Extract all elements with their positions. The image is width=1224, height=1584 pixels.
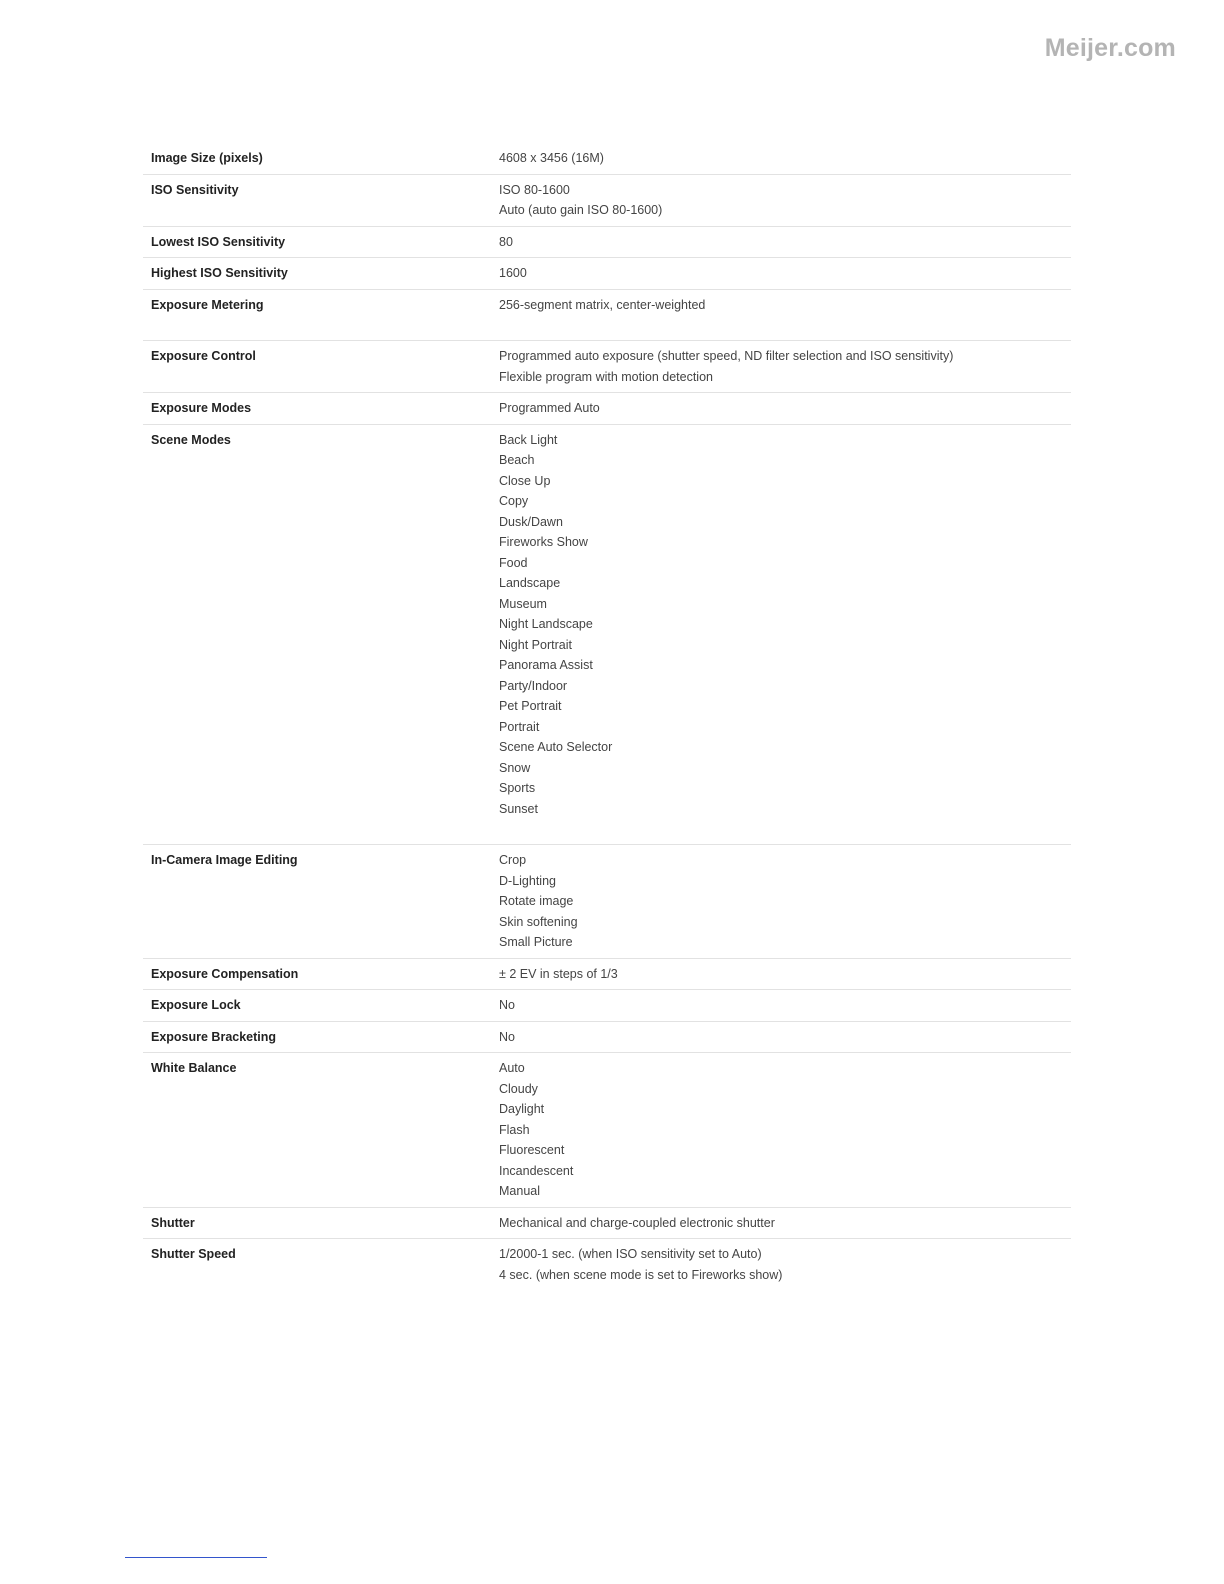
spec-row — [143, 393, 1071, 425]
spec-row — [143, 425, 1071, 846]
spec-label: Exposure Modes — [151, 401, 252, 415]
spec-label: Highest ISO Sensitivity — [151, 266, 288, 280]
spec-values — [499, 1058, 1071, 1202]
spec-value: 256-segment matrix, center-weighted — [499, 297, 706, 312]
spec-value: Small Picture — [499, 935, 573, 949]
spec-value: Back Light — [499, 432, 558, 447]
spec-label: Exposure Lock — [151, 998, 241, 1012]
spec-value: Programmed auto exposure (shutter speed, ND filter selection and ISO sensitivity) — [499, 349, 954, 363]
spec-values — [499, 1244, 1071, 1285]
spec-value: Auto (auto gain ISO 80-1600) — [499, 203, 663, 217]
spec-value: Incandescent — [499, 1163, 574, 1178]
spec-label: Exposure Bracketing — [151, 1029, 277, 1044]
spec-label: Exposure Metering — [151, 297, 264, 312]
spec-value: Snow — [499, 760, 531, 775]
spec-label: White Balance — [151, 1061, 237, 1075]
spec-table — [143, 143, 1071, 1290]
spec-label: Shutter Speed — [151, 1247, 236, 1261]
brand-logo: Meijer.com — [1044, 34, 1176, 62]
spec-value: 1600 — [499, 266, 527, 280]
spec-value: Flexible program with motion detection — [499, 369, 713, 384]
spec-label: Shutter — [151, 1215, 195, 1230]
spec-values — [499, 1213, 1071, 1234]
spec-values — [499, 180, 1071, 221]
spec-value: D-Lighting — [499, 873, 556, 888]
spec-row — [143, 1239, 1071, 1290]
spec-values — [499, 346, 1071, 387]
spec-value: 1/2000-1 sec. (when ISO sensitivity set to Auto) — [499, 1247, 762, 1261]
spec-label: In-Camera Image Editing — [151, 853, 298, 867]
spec-value: Party/Indoor — [499, 678, 568, 693]
footer-link-line[interactable] — [125, 1557, 267, 1558]
spec-value: Panorama Assist — [499, 658, 593, 672]
spec-value: Auto — [499, 1061, 525, 1075]
spec-value: Dusk/Dawn — [499, 514, 563, 529]
spec-value: No — [499, 1029, 515, 1044]
spec-value: Museum — [499, 596, 547, 611]
spec-value: Copy — [499, 494, 529, 508]
spec-row — [143, 258, 1071, 290]
spec-value: Pet Portrait — [499, 699, 562, 713]
spec-value: ISO 80-1600 — [499, 182, 570, 197]
spec-value: Food — [499, 555, 528, 570]
spec-value: Night Landscape — [499, 617, 593, 631]
spec-value: 80 — [499, 234, 513, 249]
spec-values — [499, 295, 1071, 316]
spec-label: ISO Sensitivity — [151, 182, 239, 197]
spec-value: Beach — [499, 453, 535, 467]
spec-value: Portrait — [499, 719, 540, 734]
spec-value: Crop — [499, 853, 527, 867]
spec-values — [499, 995, 1071, 1016]
spec-value: Fluorescent — [499, 1143, 565, 1157]
spec-row — [143, 1208, 1071, 1240]
spec-value: Daylight — [499, 1102, 545, 1116]
spec-value: Night Portrait — [499, 637, 572, 652]
spec-value: Skin softening — [499, 914, 578, 929]
spec-value: Manual — [499, 1184, 540, 1198]
spec-values — [499, 1027, 1071, 1048]
spec-values — [499, 964, 1071, 985]
spec-value: Landscape — [499, 576, 561, 590]
spec-value: Fireworks Show — [499, 535, 588, 549]
spec-label: Image Size (pixels) — [151, 151, 263, 165]
spec-row — [143, 227, 1071, 259]
spec-label: Exposure Control — [151, 349, 256, 363]
spec-values — [499, 430, 1071, 820]
spec-value: Sunset — [499, 801, 538, 816]
spec-label: Lowest ISO Sensitivity — [151, 234, 286, 249]
spec-value: Close Up — [499, 473, 551, 488]
spec-row — [143, 341, 1071, 393]
spec-values — [499, 263, 1071, 284]
spec-value: Rotate image — [499, 894, 574, 908]
spec-row — [143, 990, 1071, 1022]
spec-values — [499, 850, 1071, 953]
spec-values — [499, 398, 1071, 419]
spec-value: No — [499, 998, 515, 1012]
spec-value: ± 2 EV in steps of 1/3 — [499, 966, 618, 981]
spec-value: Scene Auto Selector — [499, 740, 613, 754]
spec-label: Scene Modes — [151, 432, 231, 447]
spec-value: Cloudy — [499, 1081, 538, 1096]
spec-label: Exposure Compensation — [151, 966, 299, 981]
spec-row — [143, 175, 1071, 227]
spec-value: Programmed Auto — [499, 401, 600, 415]
spec-value: Sports — [499, 781, 536, 795]
spec-row — [143, 290, 1071, 342]
spec-row — [143, 143, 1071, 175]
spec-value: Mechanical and charge-coupled electronic shutter — [499, 1215, 775, 1230]
spec-row — [143, 1053, 1071, 1208]
spec-values — [499, 232, 1071, 253]
spec-value: 4608 x 3456 (16M) — [499, 151, 604, 165]
spec-row — [143, 1022, 1071, 1054]
spec-value: 4 sec. (when scene mode is set to Fireworks show) — [499, 1267, 783, 1282]
spec-row — [143, 959, 1071, 991]
spec-row — [143, 845, 1071, 959]
spec-value: Flash — [499, 1122, 530, 1137]
spec-values — [499, 148, 1071, 169]
